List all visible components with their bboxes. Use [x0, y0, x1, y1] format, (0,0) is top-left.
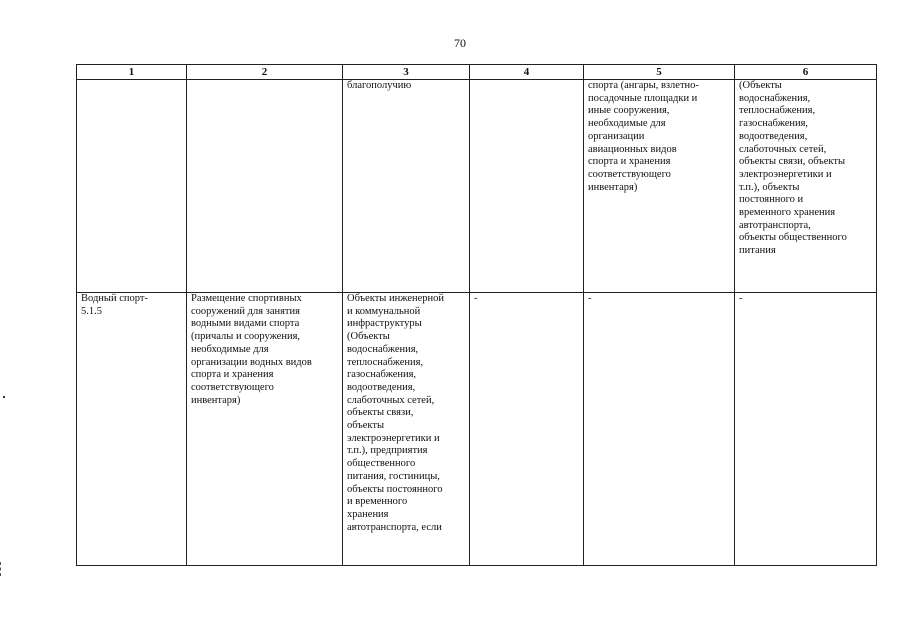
table-cell: - — [584, 293, 735, 566]
table-cell: - — [470, 293, 584, 566]
table-cell — [187, 80, 343, 293]
table-cell: (Объекты водоснабжения, теплоснабжения, газоснабжения, водоотведения, слаботочных сетей, объекты связи, объекты электроэнергетики и т.п.), объекты постоянного и временного хранения автотранспорта, объекты общественного питания — [735, 80, 877, 293]
table-cell: Водный спорт- 5.1.5 — [77, 293, 187, 566]
column-header: 3 — [343, 65, 470, 80]
table-cell: Объекты инженерной и коммунальной инфраструктуры (Объекты водоснабжения, теплоснабжения, газоснабжения, водоотведения, слаботочных сетей, объекты связи, объекты электроэнергетики и т.п.), предприятия общественного питания, гостиницы, объекты постоянного и временного хранения автотранспорта, если — [343, 293, 470, 566]
table-cell — [77, 80, 187, 293]
column-header: 4 — [470, 65, 584, 80]
scan-edge-mark — [0, 562, 3, 576]
column-header: 2 — [187, 65, 343, 80]
table-header-row — [77, 65, 877, 80]
page-number: 70 — [454, 36, 466, 50]
table-cell — [470, 80, 584, 293]
column-header: 5 — [584, 65, 735, 80]
column-header: 1 — [77, 65, 187, 80]
document-table — [76, 64, 877, 566]
table-row — [77, 293, 877, 566]
table-cell: Размещение спортивных сооружений для занятия водными видами спорта (причалы и сооружения, необходимые для организации водных видов спорта и хранения соответствующего инвентаря) — [187, 293, 343, 566]
scan-speck — [3, 396, 5, 398]
table-cell: благополучию — [343, 80, 470, 293]
table-cell: - — [735, 293, 877, 566]
column-header: 6 — [735, 65, 877, 80]
table-cell: спорта (ангары, взлетно- посадочные площадки и иные сооружения, необходимые для организации авиационных видов спорта и хранения соответствующего инвентаря) — [584, 80, 735, 293]
table-row — [77, 80, 877, 293]
